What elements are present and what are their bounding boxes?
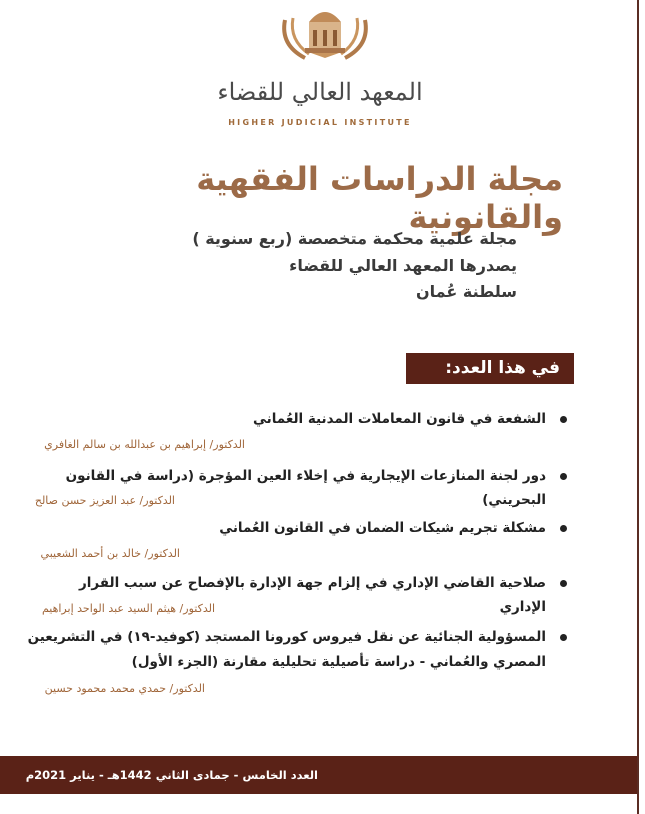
bullet-icon bbox=[560, 416, 567, 423]
bullet-icon bbox=[560, 580, 567, 587]
article-title: دور لجنة المنازعات الإيجارية في إخلاء العين المؤجرة (دراسة في القانون البحريني) bbox=[65, 468, 546, 508]
article-title: الشفعة في قانون المعاملات المدنية العُماني bbox=[252, 411, 546, 427]
institute-name-english: HIGHER JUDICIAL INSTITUTE bbox=[228, 118, 412, 127]
issue-contents-heading: في هذا العدد: bbox=[406, 353, 574, 384]
article-author: الدكتور/ حمدي محمد محمود حسين bbox=[44, 682, 205, 695]
article-author: الدكتور/ خالد بن أحمد الشعيبي bbox=[40, 547, 180, 560]
institute-name-arabic: المعهد العالي للقضاء bbox=[217, 78, 423, 106]
journal-title: مجلة الدراسات الفقهية والقانونية bbox=[196, 160, 563, 236]
article-author: الدكتور/ هيثم السيد عبد الواحد إبراهيم bbox=[41, 602, 215, 615]
article-title: مشكلة تجريم شيكات الضمان في القانون العُماني bbox=[219, 520, 546, 536]
article-author: الدكتور/ عبد العزيز حسن صالح bbox=[34, 494, 175, 507]
bullet-icon bbox=[560, 634, 567, 641]
bullet-icon bbox=[560, 473, 567, 480]
article-title-line-1: المسؤولية الجنائية عن نقل فيروس كورونا المستجد (كوفيد-١٩) في التشريعين bbox=[27, 629, 546, 645]
journal-subtitle-type: مجلة علمية محكمة متخصصة (ربع سنوية ) bbox=[192, 229, 517, 248]
issue-date: العدد الخامس - جمادى الثاني 1442هـ - يناير 2021م bbox=[25, 768, 318, 782]
right-border-rule bbox=[637, 0, 639, 814]
journal-subtitle-country: سلطنة عُمان bbox=[416, 282, 517, 301]
journal-subtitle-publisher: يصدرها المعهد العالي للقضاء bbox=[289, 256, 517, 275]
institute-emblem-icon bbox=[275, 0, 375, 60]
article-title-line-2: المصري والعُماني - دراسة تأصيلية تحليلية مقارنة (الجزء الأول) bbox=[131, 654, 546, 670]
article-title: صلاحية القاضي الإداري في إلزام جهة الإدارة بالإفصاح عن سبب القرار الإداري bbox=[79, 575, 546, 615]
bullet-icon bbox=[560, 525, 567, 532]
article-author: الدكتور/ إبراهيم بن عبدالله بن سالم الغافري bbox=[44, 438, 245, 451]
